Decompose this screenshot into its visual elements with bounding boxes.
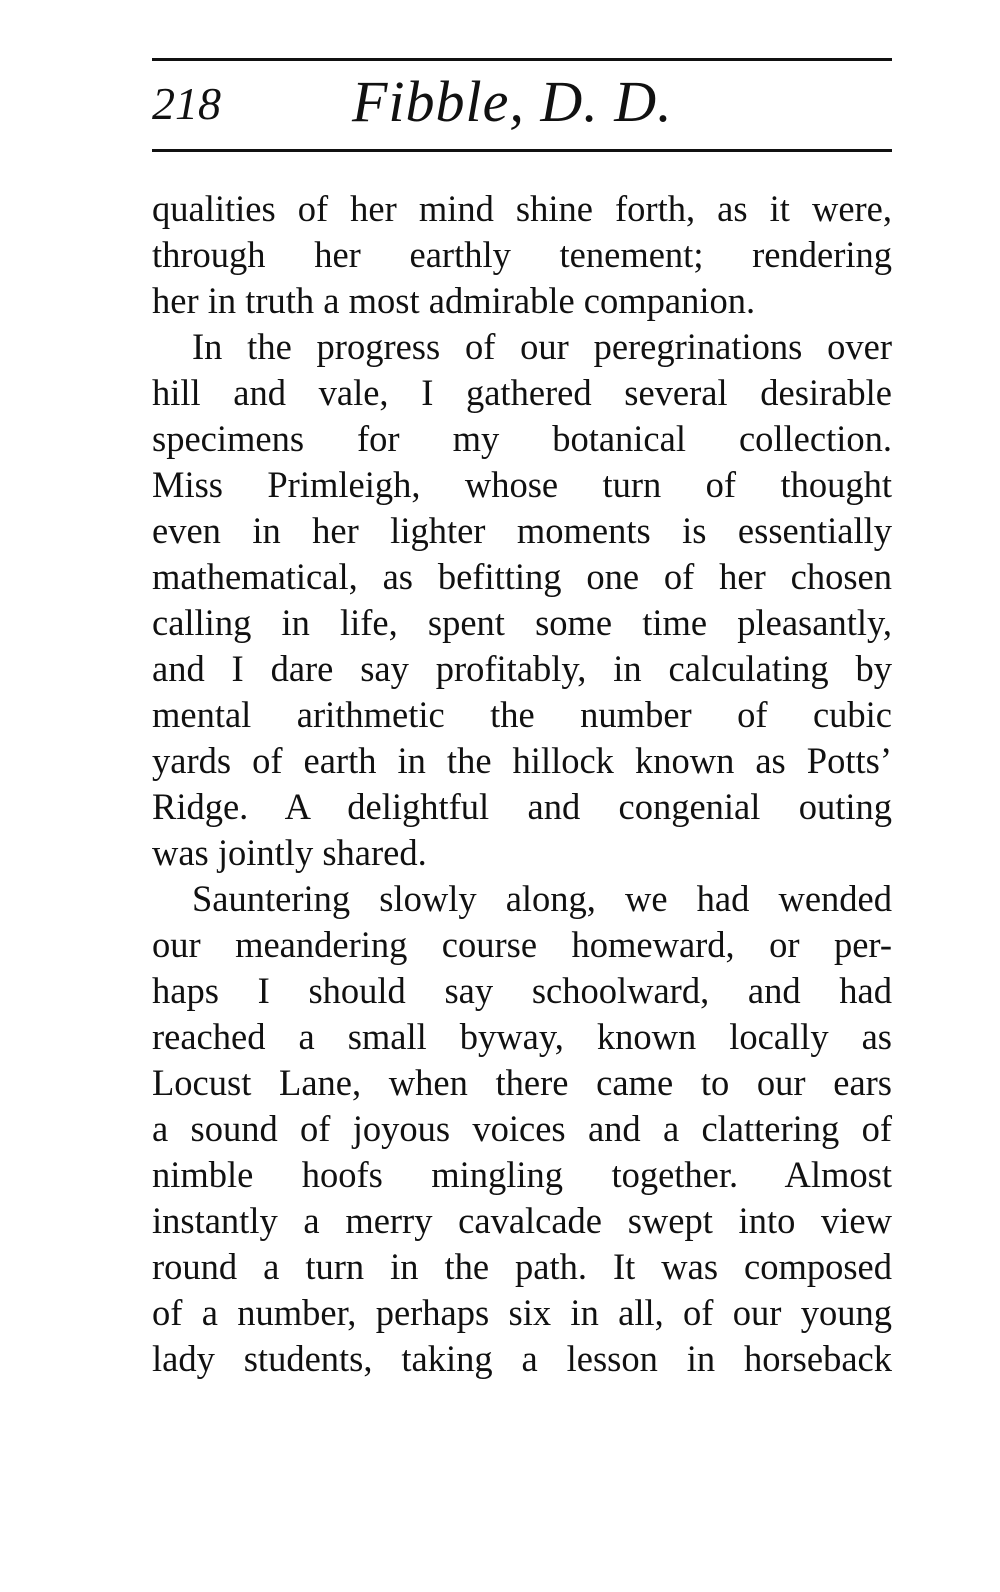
text-line: yards of earth in the hillock known as Potts’ bbox=[152, 740, 892, 781]
text-line: Locust Lane, when there came to our ears bbox=[152, 1062, 892, 1103]
header-top-rule bbox=[152, 58, 892, 61]
text-line: In the progress of our peregrinations over bbox=[192, 326, 892, 367]
text-line: specimens for my botanical collection. bbox=[152, 418, 892, 459]
text-line: calling in life, spent some time pleasantly, bbox=[152, 602, 892, 643]
text-line: a sound of joyous voices and a clattering of bbox=[152, 1108, 892, 1149]
text-line: mental arithmetic the number of cubic bbox=[152, 694, 892, 735]
text-line: mathematical, as befitting one of her chosen bbox=[152, 556, 892, 597]
text-line: hill and vale, I gathered several desirable bbox=[152, 372, 892, 413]
text-line: of a number, perhaps six in all, of our young bbox=[152, 1292, 892, 1333]
text-line: reached a small byway, known locally as bbox=[152, 1016, 892, 1057]
text-line: Miss Primleigh, whose turn of thought bbox=[152, 464, 892, 505]
text-line: instantly a merry cavalcade swept into view bbox=[152, 1200, 892, 1241]
text-line: even in her lighter moments is essentially bbox=[152, 510, 892, 551]
text-line: round a turn in the path. It was composed bbox=[152, 1246, 892, 1287]
text-line: haps I should say schoolward, and had bbox=[152, 970, 892, 1011]
text-line: her in truth a most admirable companion. bbox=[152, 280, 756, 321]
text-line: nimble hoofs mingling together. Almost bbox=[152, 1154, 892, 1195]
text-line: was jointly shared. bbox=[152, 832, 427, 873]
text-line: qualities of her mind shine forth, as it were, bbox=[152, 188, 892, 229]
text-line: our meandering course homeward, or per- bbox=[152, 924, 892, 965]
text-line: lady students, taking a lesson in horseback bbox=[152, 1338, 892, 1379]
running-head bbox=[152, 66, 892, 146]
page-number: 218 bbox=[152, 78, 221, 129]
header-bottom-rule bbox=[152, 149, 892, 152]
text-line: through her earthly tenement; rendering bbox=[152, 234, 892, 275]
running-title: Fibble, D. D. bbox=[352, 69, 673, 134]
text-line: and I dare say profitably, in calculating by bbox=[152, 648, 892, 689]
text-line: Ridge. A delightful and congenial outing bbox=[152, 786, 892, 827]
body-text bbox=[152, 186, 892, 1382]
text-line: Sauntering slowly along, we had wended bbox=[192, 878, 892, 919]
